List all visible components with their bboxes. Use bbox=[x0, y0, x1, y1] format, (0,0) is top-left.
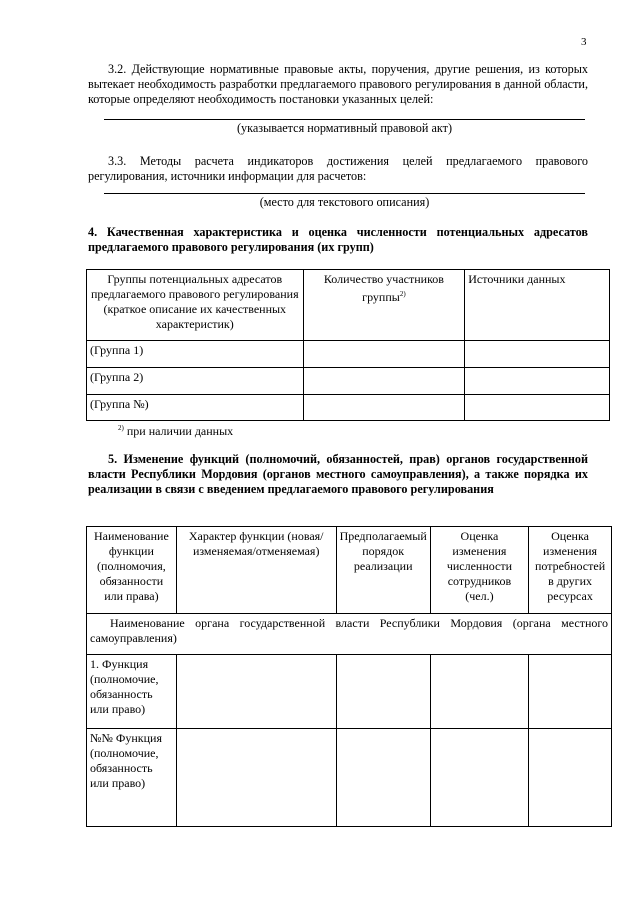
empty-cell bbox=[430, 729, 528, 827]
org-name-row bbox=[87, 614, 612, 655]
header-function-nature: Характер функции (новая/изменяемая/отменяемая) bbox=[176, 527, 336, 614]
addressees-table bbox=[86, 269, 610, 421]
section-4-heading: 4. Качественная характеристика и оценка численности потенциальных адресатов предлагаемого правового регулирования (их групп) bbox=[88, 225, 588, 254]
header-resources-change: Оценка изменения потребностей в других ресурсах bbox=[529, 527, 612, 614]
header-staff-change: Оценка изменения численности сотрудников (чел.) bbox=[430, 527, 528, 614]
group-cell: (Группа 2) bbox=[87, 368, 304, 395]
header-implementation-order: Предполагаемый порядок реализации bbox=[336, 527, 430, 614]
footnote-text: при наличии данных bbox=[123, 424, 234, 438]
section-3-3-caption: (место для текстового описания) bbox=[259, 195, 430, 209]
section-3-3-fill-line bbox=[104, 193, 585, 194]
empty-cell bbox=[529, 655, 612, 729]
empty-cell bbox=[465, 395, 610, 421]
table-row bbox=[87, 341, 610, 368]
table-row bbox=[87, 368, 610, 395]
org-name-cell: Наименование органа государственной власти Республики Мордовия (органа местного самоуправления) bbox=[87, 614, 612, 655]
header-data-sources: Источники данных bbox=[465, 270, 610, 341]
addressees-header-row bbox=[87, 270, 610, 341]
section-3-2-caption: (указывается нормативный правовой акт) bbox=[236, 121, 453, 135]
functions-header-row bbox=[87, 527, 612, 614]
empty-cell bbox=[176, 655, 336, 729]
section-3-2-text: 3.2. Действующие нормативные правовые акты, поручения, другие решения, из которых вытекает необходимость разработки предлагаемого правового регулирования в данной области, которые определяют необходимость постановки указанных целей: bbox=[88, 62, 588, 106]
header-groups: Группы потенциальных адресатов предлагаемого правового регулирования (краткое описание их качественных характеристик) bbox=[87, 270, 304, 341]
empty-cell bbox=[336, 655, 430, 729]
empty-cell bbox=[176, 729, 336, 827]
footnote-mark-header: 2) bbox=[399, 290, 406, 298]
function-cell: №№ Функция (полномочие, обязанность или право) bbox=[87, 729, 177, 827]
empty-cell bbox=[465, 341, 610, 368]
footnote bbox=[118, 424, 233, 439]
empty-cell bbox=[430, 655, 528, 729]
section-3-2-fill-line bbox=[104, 119, 585, 120]
section-5-heading: 5. Изменение функций (полномочий, обязанностей, прав) органов государственной власти Республики Мордовия (органов местного самоуправления), а также порядка их реализации в связи с введением предлагаемого правового регулирования bbox=[88, 452, 588, 496]
table-row bbox=[87, 729, 612, 827]
function-cell: 1. Функция (полномочие, обязанность или право) bbox=[87, 655, 177, 729]
functions-table bbox=[86, 526, 612, 827]
empty-cell bbox=[465, 368, 610, 395]
group-cell: (Группа №) bbox=[87, 395, 304, 421]
page-number: 3 bbox=[581, 36, 587, 48]
header-participant-count-label: Количество участников группы bbox=[323, 272, 444, 304]
empty-cell bbox=[336, 729, 430, 827]
empty-cell bbox=[303, 395, 465, 421]
table-row bbox=[87, 655, 612, 729]
header-function-name: Наименование функции (полномочия, обязанности или права) bbox=[87, 527, 177, 614]
footnote-mark: 2) bbox=[118, 424, 124, 432]
empty-cell bbox=[529, 729, 612, 827]
section-3-3-text: 3.3. Методы расчета индикаторов достижения целей предлагаемого правового регулирования, источники информации для расчетов: bbox=[88, 154, 588, 183]
empty-cell bbox=[303, 341, 465, 368]
header-participant-count bbox=[303, 270, 465, 341]
group-cell: (Группа 1) bbox=[87, 341, 304, 368]
table-row bbox=[87, 395, 610, 421]
empty-cell bbox=[303, 368, 465, 395]
